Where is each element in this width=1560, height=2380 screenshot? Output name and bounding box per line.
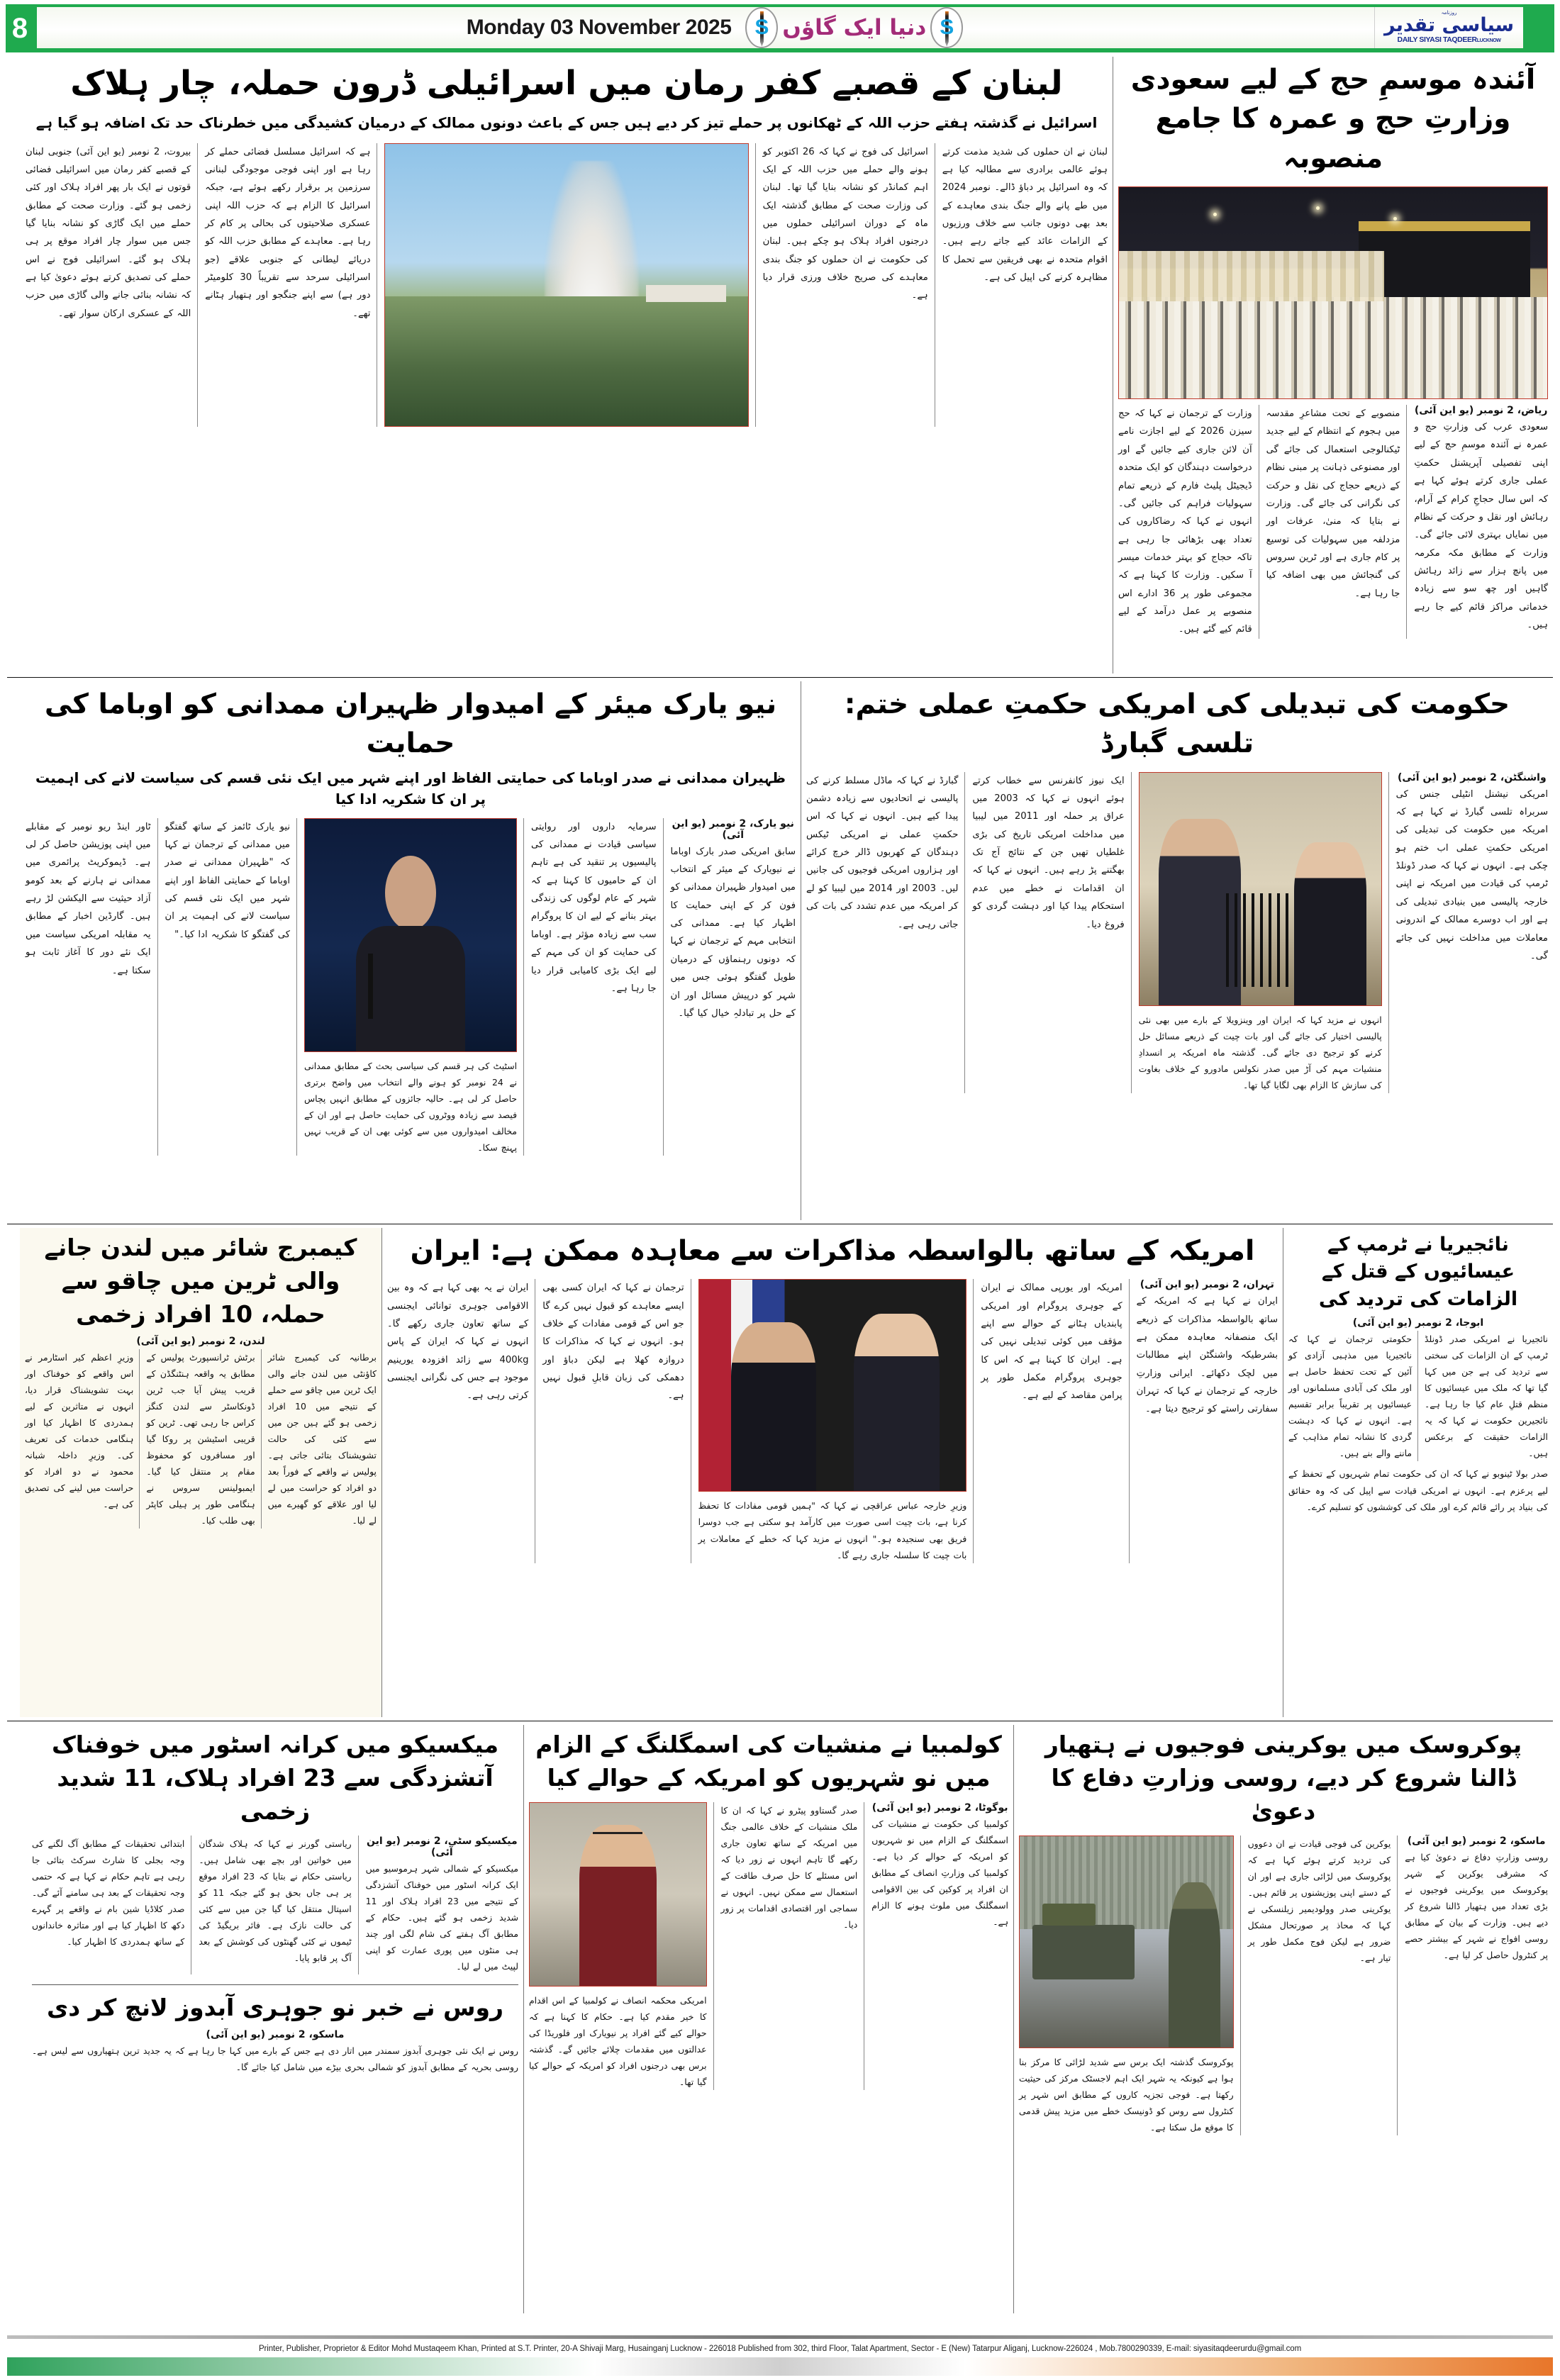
column-divider [523,1725,524,2313]
cambridge-headline: کیمبرج شائر میں لندن جانے والی ٹرین میں چاقو سے حملہ، 10 افراد زخمی [44,1234,357,1328]
gabbard-headline: حکومت کی تبدیلی کی امریکی حکمتِ عملی ختم: تلسی گبارڈ [844,688,1510,760]
emblem-letter-left: S [940,16,954,39]
logo-english-title [1398,35,1501,45]
mamdani-paragraph: ٹاور اینڈ ریو نومبر کے مقابلے میں اپنی پوزیشن حاصل کر لی ہے۔ ڈیموکریٹ پرائمری میں ممدانی نے ہارنے کے بعد کومو آزاد حیثیت سے الیکشن لڑ رہے ہیں۔ گارڈین اخبار کے مطابق یہ مقابلہ امریکی سیاست میں ایک نئے دور کا آغاز ثابت ہو سکتا ہے۔ [26,821,151,976]
hajj-dateline: ریاض، 2 نومبر (یو این آئی) [1414,405,1548,417]
hajj-paragraph: سعودی عرب کی وزارتِ حج و عمرہ نے آئندہ موسمِ حج کے لیے اپنی تفصیلی آپریشنل حکمتِ عملی جاری کرتے ہوئے کہا ہے کہ اس سال حجاجِ کرام کے آرام، رہائش اور نقل و حرکت کے نظام میں نمایاں بہتری لائی جائے گی۔ وزارت کے مطابق مکہ مکرمہ میں پانچ ہزار سے زائد رہائش گاہیں اور چھ سو سے زیادہ خدماتی مراکز قائم کیے جا رہے ہیں۔ [1414,422,1548,630]
band-bottom [7,1725,1553,2313]
mamdani-photo-scene [305,819,516,1051]
mamdani-col-4 [26,818,157,1156]
article-nigeria [1283,1228,1553,1717]
colombia-col-1 [871,1802,1008,2090]
ukraine-paragraph: یوکرین کی فوجی قیادت نے ان دعووں کی تردید کرتے ہوئے کہا ہے کہ پوکروسک میں لڑائی جاری ہے اور ان کے دستے اپنی پوزیشنوں پر قائم ہیں۔ یوکرینی صدر وولودیمیر زیلنسکی نے کہا کہ محاذ پر صورتحال مشکل ضرور ہے لیکن فوج مکمل طور پر تیار ہے۔ [1247,1838,1391,1964]
gabbard-trump-photo-scene [1140,773,1381,1005]
nuclear-dateline: ماسکو، 2 نومبر (یو این آئی) [206,2028,345,2040]
hajj-paragraph: وزارت کے ترجمان نے کہا کہ حج سیزن 2026 کے لیے اجازت نامے آن لائن جاری کیے جائیں گے اور درخواست دہندگان کو ایک متحدہ ڈیجیٹل پلیٹ فارم کے ذریعے تمام سہولیات فراہم کی جائیں گی۔ انہوں نے کہا کہ رضاکاروں کی تعداد بھی بڑھائی جا رہی ہے تاکہ حجاج کو بہتر خدمات میسر آ سکیں۔ وزارت کا کہنا ہے کہ مجموعی طور پر 36 ادارے اس منصوبے پر عمل درآمد کے لیے قائم کیے گئے ہیں۔ [1118,408,1252,635]
masthead [6,4,1554,52]
iran-col-1 [1137,1279,1278,1563]
gabbard-photo-col [1139,772,1389,1093]
iran-envoy-figure [731,1322,817,1491]
soldier-figure [1169,1882,1220,2047]
hillside [385,296,747,426]
mexico-paragraph: ریاستی گورنر نے کہا کہ ہلاک شدگان میں خواتین اور بچے بھی شامل ہیں۔ ریاستی حکام نے بتایا کہ 23 افراد موقع پر ہی جاں بحق ہو گئے جبکہ 11 کو اسپتال منتقل کیا گیا جن میں سے کئی کی حالت نازک ہے۔ فائر بریگیڈ کی ٹیموں نے کئی گھنٹوں کی کوشش کے بعد آگ پر قابو پایا۔ [199,1838,352,1964]
hajj-paragraph: منصوبے کے تحت مشاعرِ مقدسہ میں ہجوم کے انتظام کے لیے جدید ٹیکنالوجی استعمال کی جائے گی اور مصنوعی ذہانت پر مبنی نظام کے ذریعے حجاج کی نقل و حرکت کی نگرانی کی جائے گی۔ وزارت نے بتایا کہ منیٰ، عرفات اور مزدلفہ میں سہولیات کی توسیع پر کام جاری ہے اور ٹرین سروس کی گنجائش میں بھی اضافہ کیا جا رہا ہے۔ [1266,408,1400,599]
article-mamdani [21,681,801,1220]
microphones [1226,893,1289,986]
ukraine-photo-col [1019,1836,1241,2135]
pen-nib-icon-right [745,7,778,48]
article-cambridge-train [20,1228,381,1717]
gabbard-paragraph: انہوں نے مزید کہا کہ ایران اور وینزویلا کے بارے میں بھی نئی پالیسی اختیار کی جائے گی اور بات چیت کے ذریعے مسائل حل کرنے کو ترجیح دی جائے گی۔ گذشتہ ماہ امریکہ پر انسدادِ منشیات مہم کی آڑ میں صدر نکولس مادورو کے خلاف بغاوت کی سازش کا الزام بھی لگایا گیا تھا۔ [1138,1014,1382,1090]
mamdani-photo [304,818,517,1052]
logo-english-city: LUCKNOW [1476,38,1501,44]
nuclear-headline: روس نے خبر نو جوہری آبدوز لانچ کر دی [46,1994,504,2022]
hajj-col-1 [1414,405,1548,638]
lead-col-2 [763,143,935,427]
ukraine-dateline: ماسکو، 2 نومبر (یو این آئی) [1407,1835,1546,1847]
mexico-col-1 [366,1836,518,1974]
ukraine-col-1 [1405,1836,1548,2135]
nigeria-dateline: ابوجا، 2 نومبر (یو این آئی) [1352,1317,1484,1329]
nigeria-col-1 [1425,1331,1548,1462]
pen-nib-icon-left [930,7,963,48]
page-sheet [0,52,1560,2313]
gabbard-paragraph: ایک نیوز کانفرنس سے خطاب کرتے ہوئے انہوں نے کہا کہ 2003 میں عراق پر حملہ اور 2011 میں لیبیا میں مداخلت امریکی تاریخ کی بڑی غلطیاں تھیں جن کے نتائج آج تک بھگتنے پڑ رہے ہیں۔ انہوں نے کہا کہ ان اقدامات نے خطے میں عدم استحکام پیدا کیا اور دہشت گردی کو فروغ دیا۔ [972,775,1125,930]
cambridge-dateline: لندن، 2 نومبر (یو این آئی) [136,1335,265,1347]
ukraine-col-2 [1248,1836,1398,2135]
nuclear-paragraph: روس نے ایک نئی جوہری آبدوز سمندر میں اتار دی ہے جس کے بارے میں کہا جا رہا ہے کہ یہ جدید ترین ہتھیاروں سے لیس ہے۔ روسی بحریہ کے مطابق آبدوز کو شمالی بحری بیڑے میں شامل کیا جائے گا۔ [32,2045,518,2072]
article-colombia [524,1725,1013,2313]
masthead-center [37,7,1374,48]
iran-us-talks-photo-scene [699,1280,966,1491]
drone-strike-photo [384,143,748,427]
iran-us-talks-photo [698,1279,967,1492]
lead-paragraph: بیروت، 2 نومبر (یو این آئی) جنوبی لبنان کے قصبے کفر رمان میں اسرائیلی فضائی قوتوں نے ایک بار پھر افراد ہلاک اور کئی زخمی ہو گئے۔ وزارت صحت کے مطابق حملے میں ایک گاڑی کو نشانہ بنایا گیا جس میں سوار چار افراد موقع پر ہی ہلاک ہو گئے۔ اسرائیلی فوج نے اس حملے کی تصدیق کرتے ہوئے دعویٰ کیا ہے کہ نشانہ بنائی جانے والی گاڑی میں حزب اللہ کے عسکری ارکان سوار تھے۔ [26,146,191,319]
colombia-dateline: بوگوٹا، 2 نومبر (یو این آئی) [871,1801,1008,1814]
cambridge-col-1 [268,1349,377,1529]
hajj-headline: آئندہ موسمِ حج کے لیے سعودی وزارتِ حج و عمرہ کا جامع منصوبہ [1130,64,1536,174]
ukraine-headline: پوکروسک میں یوکرینی فوجیوں نے ہتھیار ڈالنا شروع کر دیے، روسی وزارتِ دفاع کا دعویٰ [1044,1731,1522,1825]
lead-paragraph: اسرائیل کی فوج نے کہا کہ 26 اکتوبر کو ہونے والے حملے میں حزب اللہ کے ایک اہم کمانڈر کو نشانہ بنایا گیا تھا۔ لبنان کی وزارت صحت کے مطابق گذشتہ ایک ماہ کے دوران اسرائیلی حملوں میں درجنوں افراد ہلاک ہو چکے ہیں۔ لبنان کی حکومت نے ان حملوں کو جنگ بندی معاہدے کی صریح خلاف ورزی قرار دیا ہے۔ [762,146,928,301]
lead-headline: لبنان کے قصبے کفر رمان میں اسرائیلی ڈرون حملہ، چار ہلاک [70,64,1063,103]
masthead-inner [37,7,1523,48]
iran-photo-col [698,1279,974,1563]
article-lebanon-drone-strike [21,57,1113,674]
cambridge-paragraph: برطانیہ کی کیمبرج شائر کاؤنٹی میں لندن جانے والی ایک ٹرین میں چاقو سے حملے کے نتیجے میں 10 افراد زخمی ہو گئے ہیں جن میں سے کئی کی حالت تشویشناک بتائی جاتی ہے۔ پولیس نے واقعے کے فوراً بعد دو افراد کو حراست میں لے لیا اور علاقے کو گھیرے میں لے لیا۔ [267,1351,377,1526]
lead-col-4 [26,143,198,427]
footer-color-band [7,2357,1553,2376]
logo-urdu-title: سیاسی تقدیر [1383,14,1515,37]
official-figure [579,1825,657,1986]
iran-col-4 [387,1279,535,1563]
colombia-col-2 [721,1802,865,2090]
article-iran [382,1228,1283,1717]
mamdani-col-1 [671,818,796,1156]
nigeria-col-2 [1288,1331,1418,1462]
iran-paragraph: ایران نے یہ بھی کہا ہے کہ وہ بین الاقوامی جوہری توانائی ایجنسی کے ساتھ تعاون جاری رکھے گا۔ انہوں نے کہا کہ ایران کے پاس 400kg سے زائد افزودہ یورینیم موجود ہے جس کی نگرانی ایجنسی کرتی رہی ہے۔ [386,1283,529,1402]
band-top [7,57,1553,674]
speaker-head [385,856,436,930]
gabbard-paragraph: گبارڈ نے کہا کہ ماڈل مسلط کرنے کی پالیسی نے اتحادیوں سے زیادہ دشمن پیدا کیے ہیں۔ انہوں نے کہا کہ اس حکمتِ عملی نے امریکی ٹیکس دہندگان کے کھربوں ڈالر خرچ کرائے اور ہزاروں امریکی فوجیوں کی جانیں لیں۔ 2003 اور 2014 میں لیبیا کو لے کر امریکہ میں عدم تشدد کی بات کی جاتی رہی ہے۔ [806,775,959,930]
article-gabbard [801,681,1553,1220]
kaaba-photo-scene [1119,187,1547,398]
cambridge-col-3 [25,1349,140,1529]
cambridge-col-2 [146,1349,261,1529]
iran-paragraph: امریکہ اور یورپی ممالک نے ایران کے جوہری پروگرام اور امریکی پابندیاں ہٹانے کے حوالے سے اپنے مؤقف میں کوئی تبدیلی نہیں کی ہے۔ ایران کا کہنا ہے کہ اس کا جوہری پروگرام مکمل طور پر پرامن مقاصد کے لیے ہے۔ [981,1283,1122,1402]
lead-paragraph: لبنان نے ان حملوں کی شدید مذمت کرتے ہوئے عالمی برادری سے مطالبہ کیا ہے کہ وہ اسرائیل پر دباؤ ڈالے۔ نومبر 2024 میں طے پانے والے جنگ بندی معاہدے کے بعد بھی دونوں جانب سے خلاف ورزیوں کے الزامات عائد کیے جاتے رہے ہیں۔ اقوام متحدہ نے بھی فریقین سے تحمل کا مظاہرہ کرنے کی اپیل کی ہے۔ [942,146,1108,284]
mamdani-col-2 [531,818,663,1156]
mexico-col-2 [199,1836,358,1974]
russian-soldiers-photo [1019,1836,1234,2048]
nigeria-paragraph: صدر بولا ٹینوبو نے کہا کہ ان کی حکومت تمام شہریوں کے تحفظ کے لیے پرعزم ہے۔ انہوں نے امریکی قیادت سے اپیل کی کہ وہ حقائق کی بنیاد پر رائے قائم کرے اور ملک کی کوششوں کو تسلیم کرے۔ [1288,1468,1548,1512]
page-footer [0,2335,1560,2380]
russian-soldiers-photo-scene [1020,1836,1233,2047]
lead-subheadline: اسرائیل نے گذشتہ ہفتے حزب اللہ کے ٹھکانوں پر حملے تیز کر دیے ہیں جس کے باعث دونوں ممالک کے درمیان کشیدگی میں خطرناک حد تک اضافہ ہو گیا ہے [35,113,1098,131]
gabbard-paragraph: امریکی نیشنل انٹیلی جنس کی سربراہ تلسی گبارڈ نے کہا ہے کہ امریکہ میں حکومت کی تبدیلی کی امریکی حکمتِ عملی اب ختم ہو چکی ہے۔ انہوں نے کہا کہ صدر ڈونلڈ ٹرمپ کی قیادت میں امریکہ نے اپنی خارجہ پالیسی میں بنیادی تبدیلی کی ہے اور اب دوسرے ممالک کے اندرونی معاملات میں مداخلت نہیں کی جائے گی۔ [1395,788,1548,961]
armoured-vehicle [1032,1925,1135,1979]
mexico-headline: میکسیکو میں کرانہ اسٹور میں خوفناک آتشزدگی سے 23 افراد ہلاک، 11 شدید زخمی [51,1731,499,1825]
lead-col-3 [205,143,377,427]
iran-paragraph: ایران نے کہا ہے کہ امریکہ کے ساتھ بالواسطہ مذاکرات کے ذریعے ایک منصفانہ معاہدہ ممکن ہے بشرطیکہ واشنگٹن اپنے مطالبات میں لچک دکھائے۔ ایرانی وزارتِ خارجہ کے ترجمان نے کہا کہ تہران سفارتی راستے کو ترجیح دیتا ہے۔ [1136,1296,1278,1415]
nigeria-paragraph: حکومتی ترجمان نے کہا کہ نائجیریا میں مذہبی آزادی کو آئین کے تحت تحفظ حاصل ہے اور ملک کی آبادی مسلمانوں اور عیسائیوں پر تقریباً برابر تقسیم ہے۔ انہوں نے کہا کہ دہشت گردی کا نشانہ تمام مذاہب کے ماننے والے بنے ہیں۔ [1288,1333,1412,1459]
kaaba-photo [1118,186,1548,399]
glasses-icon [593,1832,642,1841]
article-hajj [1113,57,1553,674]
iran-paragraph: وزیرِ خارجہ عباس عراقچی نے کہا کہ "ہمیں قومی مفادات کا تحفظ کرنا ہے، بات چیت اسی صورت میں کارآمد ہو سکتی ہے جب دوسرا فریق بھی سنجیدہ ہو۔" انہوں نے مزید کہا کہ خطے کے معاملات پر بات چیت کا سلسلہ جاری رہے گا۔ [698,1500,967,1560]
lead-photo-col [384,143,755,427]
colombia-paragraph: امریکی محکمہ انصاف نے کولمبیا کے اس اقدام کا خیر مقدم کیا ہے۔ حکام کا کہنا ہے کہ حوالے کیے گئے افراد پر نیویارک اور فلوریڈا کی عدالتوں میں مقدمات چلائے جائیں گے۔ گذشتہ برس بھی درجنوں افراد کو امریکہ کے حوالے کیا گیا تھا۔ [528,1994,707,2088]
mexico-paragraph: میکسیکو کے شمالی شہر ہرموسیو میں ایک کرانہ اسٹور میں خوفناک آتشزدگی کے نتیجے میں 23 افراد ہلاک اور 11 شدید زخمی ہو گئے ہیں۔ حکام کے مطابق آگ ہفتے کی شام لگی اور چند ہی منٹوں میں پوری عمارت کو اپنی لپیٹ میں لے لیا۔ [365,1862,518,1972]
iran-headline: امریکہ کے ساتھ بالواسطہ مذاکرات سے معاہدہ ممکن ہے: ایران [410,1235,1255,1267]
cambridge-paragraph: وزیرِ اعظم کیر اسٹارمر نے اس واقعے کو خوفناک اور بہت تشویشناک قرار دیا، انہوں نے متاثرین کے لیے ہمدردی کا اظہار کیا اور ہنگامی خدمات کی تعریف کی۔ وزیرِ داخلہ شبانہ محمود نے دو افراد کو حراست میں لینے کی تصدیق کی ہے۔ [25,1351,134,1510]
gabbard-col-2 [972,772,1131,1093]
gabbard-col-1 [1396,772,1548,1093]
mexico-col-3 [32,1836,191,1974]
mamdani-dateline: نیو یارک، 2 نومبر (یو این آئی) [672,817,794,841]
iran-col-2 [981,1279,1129,1563]
colombia-headline: کولمبیا نے منشیات کی اسمگلنگ کے الزام میں نو شہریوں کو امریکہ کے حوالے کیا [535,1731,1002,1792]
iran-paragraph: ترجمان نے کہا کہ ایران کسی بھی ایسے معاہدے کو قبول نہیں کرے گا جو اس کے قومی مفادات کے خلاف ہو۔ انہوں نے کہا کہ مذاکرات کا دروازہ کھلا ہے لیکن دباؤ اور دھمکی کی زبان قابلِ قبول نہیں ہے۔ [542,1283,684,1402]
iran-col-3 [542,1279,691,1563]
hajj-col-3 [1118,405,1259,638]
mamdani-paragraph: اسٹیٹ کی ہر قسم کی سیاسی بحث کے مطابق ممدانی نے 24 نومبر کو ہونے والے انتخاب میں واضح برتری حاصل کر لی ہے۔ حالیہ جائزوں کے مطابق انہیں پچاس فیصد سے زیادہ ووٹروں کی حمایت حاصل ہے اور ان کے مخالف امیدواروں میں سے کوئی بھی ان کے قریب نہیں پہنچ سکا۔ [304,1060,518,1153]
mexico-dateline: میکسیکو سٹی، 2 نومبر (یو این آئی) [366,1835,518,1858]
mamdani-headline: نیو یارک میئر کے امیدوار ظہیران ممدانی کو اوباما کی حمایت [44,688,777,760]
ukraine-paragraph: روسی وزارتِ دفاع نے دعویٰ کیا ہے کہ مشرقی یوکرین کے شہر پوکروسک میں یوکرینی فوجیوں نے بڑی تعداد میں ہتھیار ڈالنا شروع کر دیے ہیں۔ وزارت کے بیان کے مطابق روسی افواج نے شہر کے بیشتر حصے پر کنٹرول حاصل کر لیا ہے۔ [1405,1851,1548,1960]
imprint-text: Printer, Publisher, Proprietor & Editor Mohd Mustaqeem Khan, Printed at S.T. Printer, 20-A Shivaji Marg, Husainganj Lucknow - 226018 Published from 302, third Floor, Talat Apartment, Sector - E (New) Tatarpur Aliganj, Lucknow-226024 , Mob.7800290339, E-mail: siyasitaqdeerurdu@gmail.com [258,2345,1302,2353]
microphone-icon [368,954,373,1019]
column-divider [381,1228,382,1717]
issue-date: Monday 03 November 2025 [466,16,732,39]
lead-col-1 [942,143,1108,427]
column-divider [1013,1725,1014,2313]
nigeria-headline: نائجیریا نے ٹرمپ کے عیسائیوں کے قتل کے الزامات کی تردید کی [1318,1234,1518,1310]
emblem-letter-right: S [754,16,769,39]
drone-strike-photo-scene [385,144,747,426]
cambridge-paragraph: برٹش ٹرانسپورٹ پولیس کے مطابق یہ واقعہ ہنٹنگڈن کے قریب پیش آیا جب ٹرین ڈونکاسٹر سے لندن کنگز کراس جا رہی تھی۔ ٹرین کو قریبی اسٹیشن پر روکا گیا اور مسافروں کو محفوظ مقام پر منتقل کیا گیا۔ ایمبولینس سروس نے ہنگامی طور پر ہیلی کاپٹر بھی طلب کیا۔ [146,1351,255,1526]
article-ukraine-pokrovsk [1014,1725,1553,2313]
sub-article-divider [32,1984,518,1985]
logo-top-label: روزنامہ [1441,10,1457,16]
mamdani-subheadline: ظہیران ممدانی نے صدر اوباما کی حمایتی الفاظ اور اپنے شہر میں ایک نئی قسم کی سیاست لانے کی اہمیت پر ان کا شکریہ ادا کیا [35,769,786,808]
gabbard-dateline: واشنگٹن، 2 نومبر (یو این آئی) [1397,771,1547,783]
colombia-official-photo-scene [530,1803,706,1986]
colombia-paragraph: کولمبیا کی حکومت نے منشیات کی اسمگلنگ کے الزام میں نو شہریوں کو امریکہ کے حوالے کر دیا ہے۔ کولمبیا کی وزارتِ انصاف کے مطابق ان افراد پر کوکین کی بین الاقوامی اسمگلنگ میں ملوث ہونے کا الزام ہے۔ [871,1818,1008,1928]
colombia-official-photo [529,1802,707,1987]
mamdani-col-3 [165,818,297,1156]
band-middle [7,681,1553,1220]
colombia-photo-col [529,1802,714,2090]
band-divider-1 [7,677,1553,678]
trump-figure [1294,842,1366,1005]
pilgrims-crowd [1119,297,1547,398]
article-nuclear-submarine [32,1988,518,2075]
mexico-paragraph: ابتدائی تحقیقات کے مطابق آگ لگنے کی وجہ بجلی کا شارٹ سرکٹ بتائی جا رہی ہے تاہم حکام نے کہا ہے کہ حتمی وجہ تحقیقات کے بعد ہی سامنے آئے گی۔ صدر کلاڈیا شین بام نے واقعے پر گہرے دکھ کا اظہار کیا ہے اور متاثرہ خاندانوں کے ساتھ ہمدردی کا اظہار کیا۔ [32,1838,185,1947]
mamdani-paragraph: نیو یارک ٹائمز کے ساتھ گفتگو میں ممدانی کے ترجمان نے کہا کہ "ظہیران ممدانی نے صدر اوباما کے حمایتی الفاظ اور اپنے شہر میں ایک نئی قسم کی سیاست لانے کی اہمیت پر ان کی گفتگو کا شکریہ ادا کیا۔" [165,821,290,940]
mamdani-paragraph: سابق امریکی صدر بارک اوباما نے نیویارک کے میئر کے انتخاب میں امیدوار ظہیران ممدانی کو فون کر کے اپنی حمایت کا اظہار کیا ہے۔ ممدانی کی انتخابی مہم کے ترجمان نے کہا کہ دونوں رہنماؤں کے درمیان طویل گفتگو ہوئی جس میں شہر کو درپیش مسائل اور ان کے حل پر تبادلہِ خیال کیا گیا۔ [670,846,796,1019]
logo-english-main: DAILY SIYASI TAQDEER [1397,35,1477,45]
mamdani-photo-col [304,818,524,1156]
gabbard-col-3 [806,772,965,1093]
band-third [7,1228,1553,1717]
nigeria-paragraph: نائجیریا نے امریکی صدر ڈونلڈ ٹرمپ کے ان الزامات کی سختی سے تردید کی ہے جن میں کہا گیا تھا کہ ملک میں عیسائیوں کا منظم قتلِ عام کیا جا رہا ہے۔ نائجیرین حکومت نے کہا کہ یہ الزامات حقیقت کے برعکس ہیں۔ [1425,1333,1548,1459]
lead-paragraph: ہے کہ اسرائیل مسلسل فضائی حملے کر رہا ہے اور اپنی فوجی موجودگی لبنانی سرزمین پر برقرار رکھے ہوئے ہے، جبکہ اسرائیل کا الزام ہے کہ حزب اللہ اپنی عسکری صلاحیتوں کی بحالی پر کام کر رہا ہے۔ معاہدے کے مطابق حزب اللہ کو دریائے لیطانی کے جنوبی علاقے (جو اسرائیلی سرحد سے تقریباً 30 کلومیٹر دور ہے) سے اپنے جنگجو اور ہتھیار ہٹانے تھے۔ [205,146,371,319]
article-mexico-fire [27,1725,523,2313]
distant-buildings [646,285,725,302]
colombia-paragraph: صدر گستاوو پیٹرو نے کہا کہ ان کا ملک منشیات کے خلاف عالمی جنگ میں امریکہ کے ساتھ تعاون جاری رکھے گا تاہم انہوں نے زور دیا کہ اس مسئلے کا حل صرف طاقت کے استعمال سے ممکن نہیں۔ انہوں نے سماجی اور اقتصادی اقدامات پر زور دیا۔ [720,1804,858,1931]
masthead-tagline: دنیا ایک گاؤں [782,15,927,40]
gabbard-trump-photo [1139,772,1382,1006]
hajj-col-2 [1266,405,1408,638]
newspaper-logo[interactable] [1374,7,1523,48]
page-number-badge: 8 [11,12,28,44]
us-envoy-figure [854,1314,940,1491]
mamdani-paragraph: سرمایہ داروں اور روایتی سیاسی قیادت نے ممدانی کی پالیسیوں پر تنقید کی ہے تاہم ان کے حامیوں کا کہنا ہے کہ شہر کے عام لوگوں کی زندگی بہتر بنانے کے لیے ان کا پروگرام سب سے زیادہ مؤثر ہے۔ اوباما کی حمایت کو ان کی مہم کے لیے ایک بڑی کامیابی قرار دیا جا رہا ہے۔ [531,821,657,994]
ukraine-paragraph: پوکروسک گذشتہ ایک برس سے شدید لڑائی کا مرکز بنا ہوا ہے کیونکہ یہ شہر ایک اہم لاجسٹک مرکز کی حیثیت رکھتا ہے۔ فوجی تجزیہ کاروں کے مطابق اس شہر پر کنٹرول سے روس کو ڈونیسک خطے میں مزید پیش قدمی کا موقع مل سکتا ہے۔ [1018,2056,1234,2133]
iran-dateline: تہران، 2 نومبر (یو این آئی) [1140,1279,1274,1291]
